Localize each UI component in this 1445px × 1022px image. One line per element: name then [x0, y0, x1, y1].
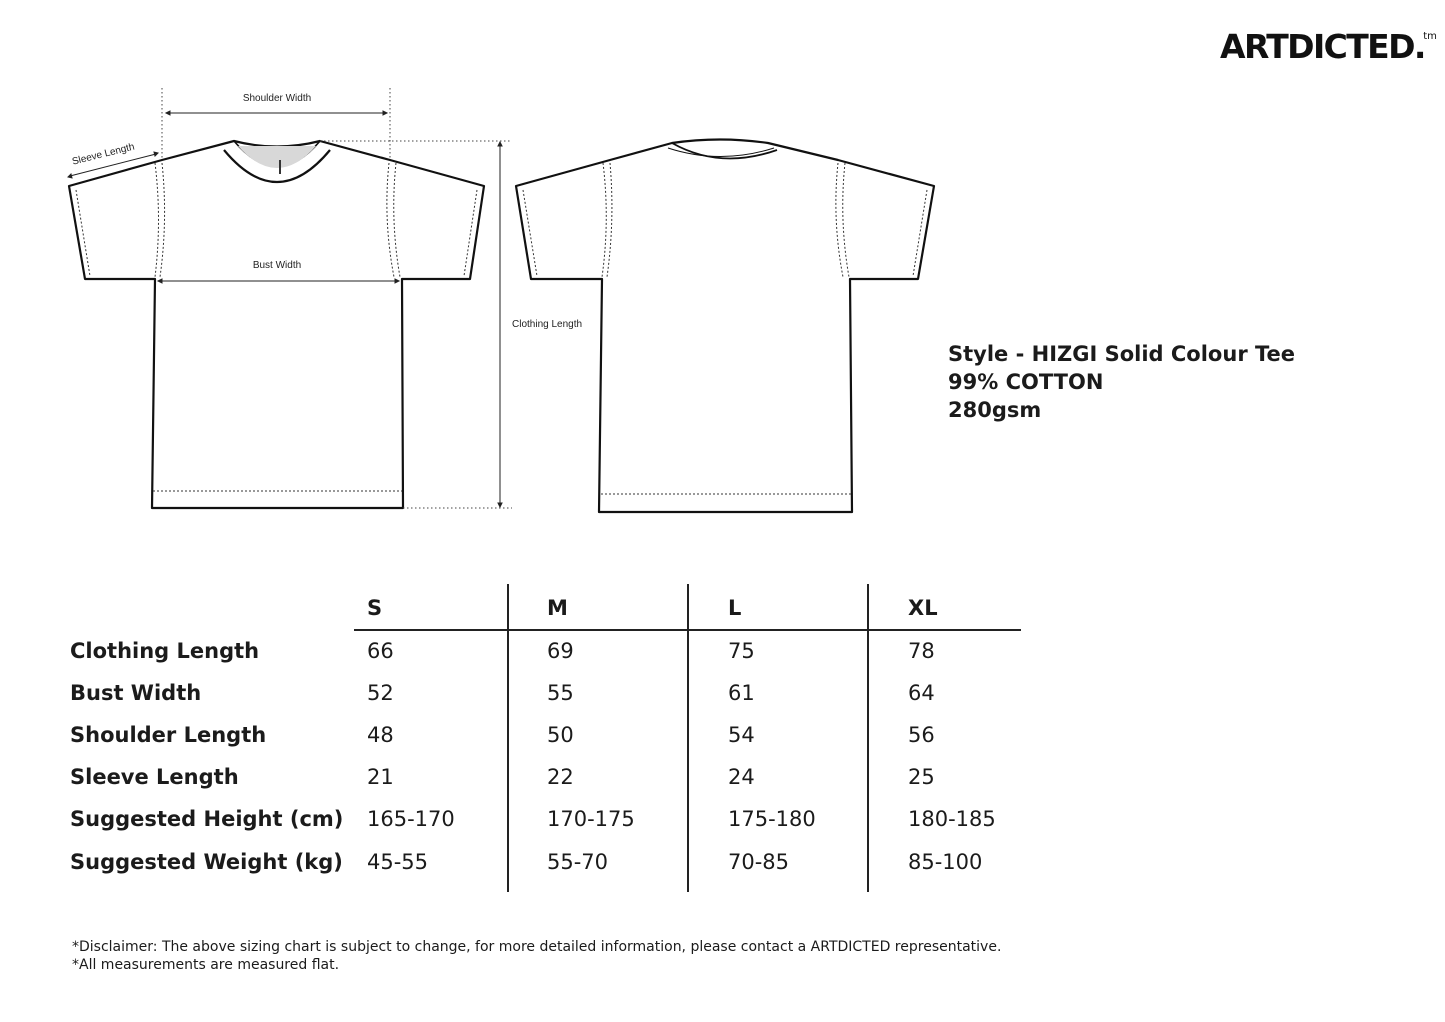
product-info: [948, 340, 1295, 424]
table-cell: 52: [367, 681, 394, 705]
table-cell: 175-180: [728, 807, 816, 831]
header-divider: [354, 629, 1021, 631]
table-cell: 85-100: [908, 850, 983, 874]
table-cell: 78: [908, 639, 935, 663]
shoulder-width-label: Shoulder Width: [242, 93, 312, 104]
table-cell: 54: [728, 723, 755, 747]
table-cell: 48: [367, 723, 394, 747]
disclaimer-line: *All measurements are measured flat.: [72, 957, 340, 973]
size-header-xl: XL: [908, 596, 938, 620]
size-header-s: S: [367, 596, 383, 620]
tshirt-front-view: [69, 141, 484, 508]
row-label-clothing-length: Clothing Length: [70, 639, 260, 663]
table-cell: 45-55: [367, 850, 429, 874]
bust-width-label: Bust Width: [252, 260, 302, 271]
table-cell: 25: [908, 765, 935, 789]
disclaimer: [72, 938, 1001, 974]
row-label-bust-width: Bust Width: [70, 681, 202, 705]
table-cell: 165-170: [367, 807, 455, 831]
table-cell: 75: [728, 639, 755, 663]
table-cell: 22: [547, 765, 574, 789]
table-cell: 70-85: [728, 850, 790, 874]
table-cell: 24: [728, 765, 755, 789]
row-label-sleeve-length: Sleeve Length: [70, 765, 239, 789]
table-cell: 64: [908, 681, 935, 705]
table-cell: 55: [547, 681, 574, 705]
product-style: Style - HIZGI Solid Colour Tee: [948, 342, 1296, 366]
product-weight: 280gsm: [948, 398, 1042, 422]
table-cell: 180-185: [908, 807, 996, 831]
clothing-length-label: Clothing Length: [512, 319, 583, 330]
table-cell: 21: [367, 765, 394, 789]
row-label-suggested-height: Suggested Height (cm): [70, 807, 344, 831]
table-cell: 170-175: [547, 807, 635, 831]
row-label-suggested-weight: Suggested Weight (kg): [70, 850, 343, 874]
trademark-mark: tm: [1423, 31, 1437, 42]
row-label-shoulder-length: Shoulder Length: [70, 723, 267, 747]
brand-name: ARTDICTED.: [1220, 27, 1425, 66]
table-cell: 50: [547, 723, 574, 747]
disclaimer-line: *Disclaimer: The above sizing chart is subject to change, for more detailed information, please contact a ARTDICTED representative.: [72, 939, 1002, 955]
table-cell: 55-70: [547, 850, 609, 874]
size-header-l: L: [728, 596, 742, 620]
table-cell: 66: [367, 639, 394, 663]
sleeve-length-label: Sleeve Length: [71, 141, 136, 168]
table-cell: 69: [547, 639, 574, 663]
product-material: 99% COTTON: [948, 370, 1104, 394]
table-cell: 61: [728, 681, 755, 705]
table-cell: 56: [908, 723, 935, 747]
size-header-m: M: [547, 596, 568, 620]
